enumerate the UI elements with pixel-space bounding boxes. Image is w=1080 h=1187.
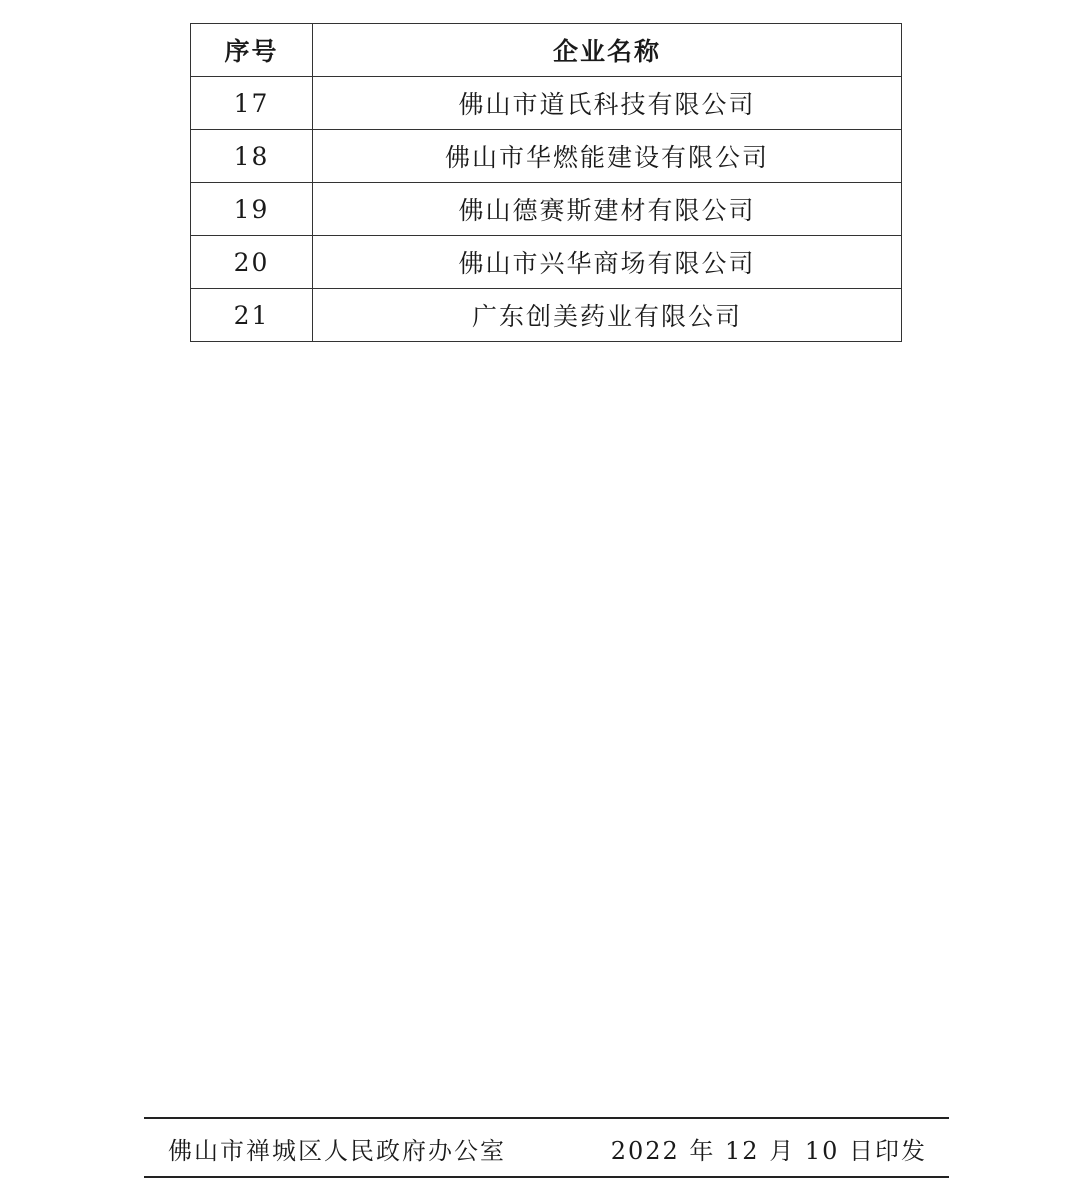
row-index: 18 bbox=[191, 130, 313, 183]
row-index: 17 bbox=[191, 77, 313, 130]
row-company-name: 广东创美药业有限公司 bbox=[313, 289, 902, 342]
table-row bbox=[191, 77, 902, 130]
table-row bbox=[191, 130, 902, 183]
table-row bbox=[191, 236, 902, 289]
row-company-name: 佛山市兴华商场有限公司 bbox=[313, 236, 902, 289]
row-index: 19 bbox=[191, 183, 313, 236]
row-company-name: 佛山市华燃能建设有限公司 bbox=[313, 130, 902, 183]
footer-issue-date: 2022 年 12 月 10 日印发 bbox=[610, 1137, 927, 1165]
table-header-row bbox=[191, 24, 902, 77]
row-index: 21 bbox=[191, 289, 313, 342]
document-footer bbox=[144, 1117, 949, 1178]
table-row bbox=[191, 289, 902, 342]
row-company-name: 佛山市道氏科技有限公司 bbox=[313, 77, 902, 130]
footer-issuer: 佛山市禅城区人民政府办公室 bbox=[168, 1137, 506, 1165]
row-index: 20 bbox=[191, 236, 313, 289]
row-company-name: 佛山德赛斯建材有限公司 bbox=[313, 183, 902, 236]
table-row bbox=[191, 183, 902, 236]
header-index: 序号 bbox=[191, 24, 313, 77]
header-company-name: 企业名称 bbox=[313, 24, 902, 77]
company-table bbox=[190, 23, 902, 342]
